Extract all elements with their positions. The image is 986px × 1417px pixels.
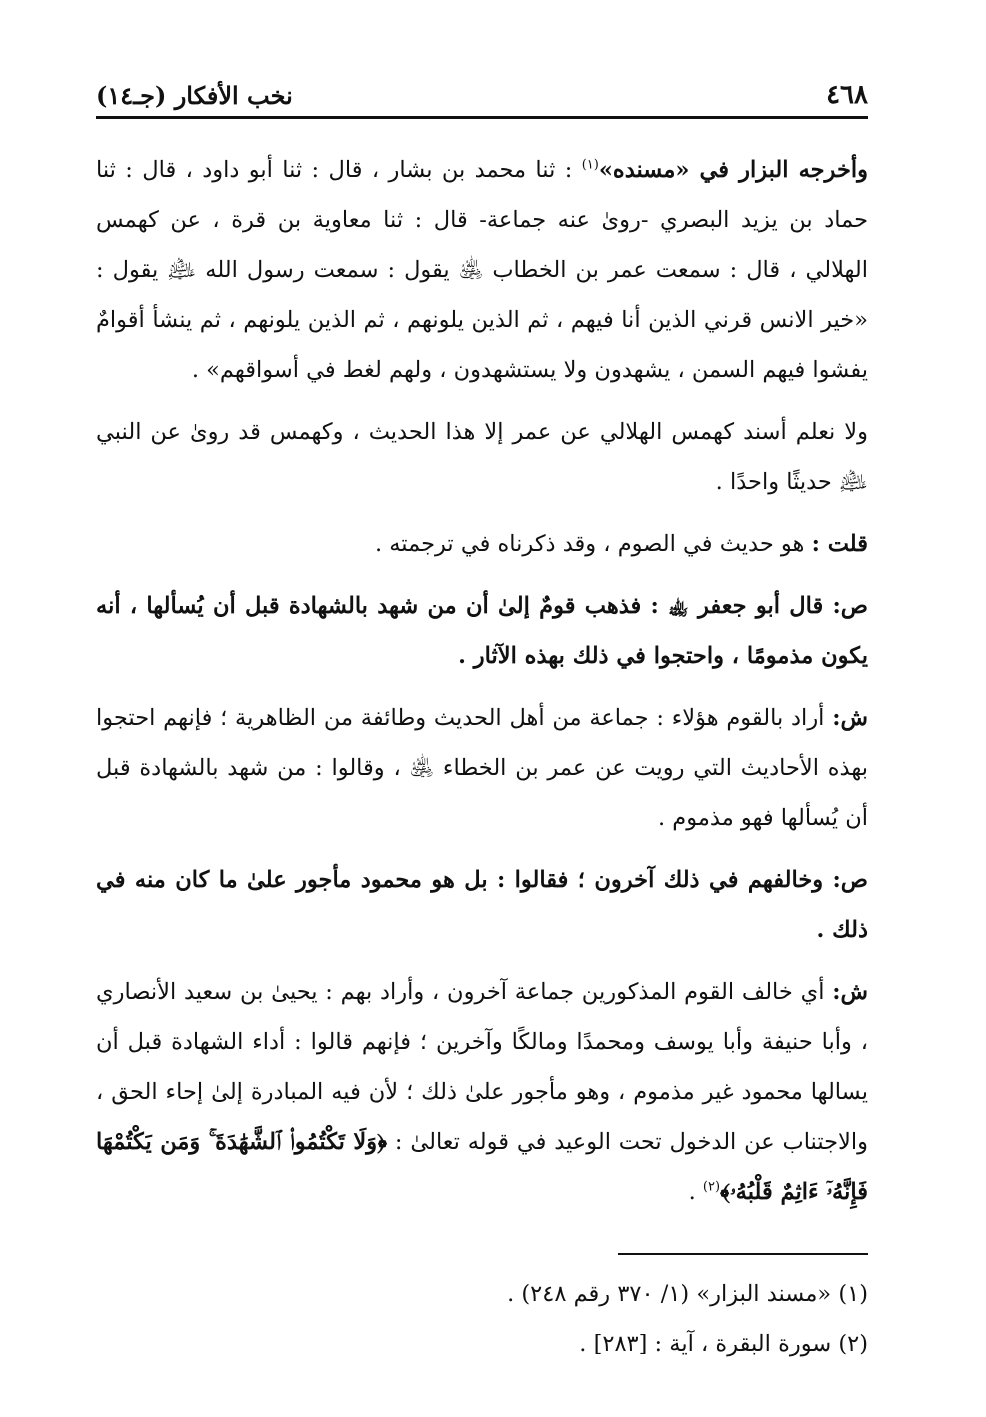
footnote-ref-2: (٢) <box>702 1179 721 1195</box>
paragraph-text: أي خالف القوم المذكورين جماعة آخرون ، وأراد بهم : يحيىٰ بن سعيد الأنصاري ، وأبا حنيفة وأبا يوسف ومحمدًا ومالكًا وآخرين ؛ فإنهم قالوا : أداء الشهادة قبل أن يسالها محمود غير مذموم ، وهو مأجور علىٰ ذلك ؛ لأن فيه المبادرة إلىٰ إحاء الحق ، والاجتناب عن الدخول تحت الوعيد في قوله تعالىٰ : <box>96 979 868 1155</box>
footnote-1: (١) «مسند البزار» (١/ ٣٧٠ رقم ٢٤٨) . <box>507 1281 868 1307</box>
paragraph-matn-1 <box>96 581 868 681</box>
footnote-divider <box>618 1253 868 1255</box>
paragraph-text: هو حديث في الصوم ، وقد ذكرناه في ترجمته . <box>374 531 805 557</box>
footnotes <box>96 1269 868 1369</box>
page-header <box>96 64 868 119</box>
paragraph-end: . <box>688 1179 696 1205</box>
page-number: ٤٦٨ <box>826 80 868 110</box>
paragraph-qultu <box>96 519 868 569</box>
paragraph-text: ص: قال أبو جعفر ﵀ : فذهب قومٌ إلىٰ أن من شهد بالشهادة قبل أن يُسألها ، أنه يكون مذمومًا ، واحتجوا في ذلك بهذه الآثار . <box>96 593 868 669</box>
paragraph-matn-2 <box>96 855 868 955</box>
footnote-ref-1: (١) <box>581 157 599 173</box>
footnote-2: (٢) سورة البقرة ، آية : [٢٨٣] . <box>579 1331 868 1357</box>
paragraph-text: ولا نعلم أسند كهمس الهلالي عن عمر إلا هذا الحديث ، وكهمس قد روىٰ عن النبي ﵇ حديثًا واحدًا . <box>96 419 868 495</box>
paragraph-bazzar-comment <box>96 407 868 507</box>
paragraph-sharh-1 <box>96 693 868 843</box>
paragraph-text: أراد بالقوم هؤلاء : جماعة من أهل الحديث وطائفة من الظاهرية ؛ فإنهم احتجوا بهذه الأحاديث التي رويت عن عمر بن الخطاء ﵁ ، وقالوا : من شهد بالشهادة قبل أن يُسألها فهو مذموم . <box>96 705 868 831</box>
paragraph-lead: وأخرجه البزار في «مسنده» <box>598 157 869 183</box>
paragraph-sharh-2 <box>96 967 868 1217</box>
page-body <box>96 145 868 1217</box>
paragraph-lead: ش: <box>832 705 868 731</box>
paragraph-text: : ثنا محمد بن بشار ، قال : ثنا أبو داود ، قال : ثنا حماد بن يزيد البصري -روىٰ عنه جماعة- قال : ثنا معاوية بن قرة ، عن كهمس الهلالي ، قال : سمعت عمر بن الخطاب ﵁ يقول : سمعت رسول الله ﵇ يقول : «خير الانس قرني الذين أنا فيهم ، ثم الذين يلونهم ، ثم الذين يلونهم ، ثم ينشأ أقوامٌ يفشوا فيهم السمن ، يشهدون ولا يستشهدون ، ولهم لغط في أسواقهم» . <box>96 157 868 383</box>
paragraph-bazzar-narration <box>96 145 868 395</box>
paragraph-lead: ش: <box>832 979 869 1005</box>
quran-verse: ﴿وَلَا تَكْتُمُوا۟ ٱلشَّهَٰدَةَ ۚ وَمَن يَكْتُمْهَا فَإِنَّهُۥٓ ءَاثِمٌ قَلْبُهُۥ﴾ <box>96 1129 868 1205</box>
running-title: نخب الأفكار (جـ١٤) <box>96 81 293 110</box>
paragraph-lead: قلت : <box>811 531 868 557</box>
paragraph-text: ص: وخالفهم في ذلك آخرون ؛ فقالوا : بل هو محمود مأجور علىٰ ما كان منه في ذلك . <box>96 867 868 943</box>
